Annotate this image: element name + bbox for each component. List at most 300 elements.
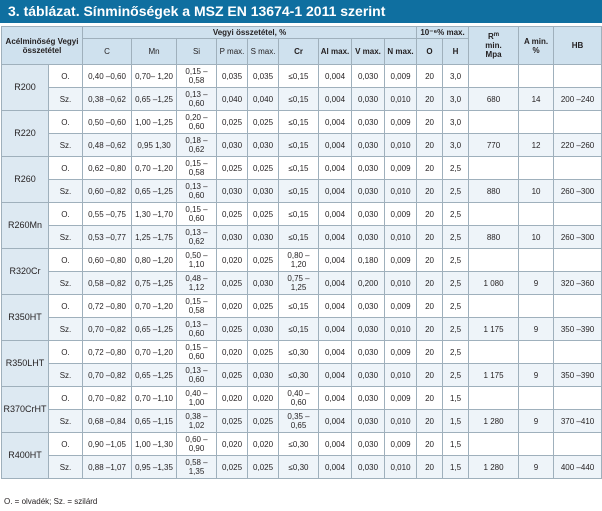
cell-h: 1,5 — [443, 387, 469, 410]
header-steel-grade: Acélminőség Vegyi összetétel — [2, 27, 83, 65]
cell-p: 0,020 — [217, 341, 248, 364]
cell-v: 0,030 — [352, 364, 385, 387]
steel-grade-cell: R320Cr — [2, 249, 49, 295]
cell-hb — [554, 203, 602, 226]
cell-al: 0,004 — [319, 295, 352, 318]
cell-rm — [469, 157, 519, 180]
cell-h: 2,5 — [443, 157, 469, 180]
cell-al: 0,004 — [319, 111, 352, 134]
cell-a — [519, 387, 554, 410]
cell-al: 0,004 — [319, 433, 352, 456]
state-cell: Sz. — [49, 318, 83, 341]
cell-si: 0,50 –1,10 — [177, 249, 217, 272]
cell-hb — [554, 295, 602, 318]
cell-v: 0,030 — [352, 295, 385, 318]
cell-cr: ≤0,15 — [279, 318, 319, 341]
cell-p: 0,025 — [217, 364, 248, 387]
cell-p: 0,020 — [217, 249, 248, 272]
cell-mn: 0,75 –1,25 — [132, 272, 177, 295]
cell-rm — [469, 341, 519, 364]
steel-grade-cell: R400HT — [2, 433, 49, 479]
cell-v: 0,200 — [352, 272, 385, 295]
cell-c: 0,40 –0,60 — [83, 65, 132, 88]
cell-s: 0,025 — [248, 341, 279, 364]
header-al: Al max. — [319, 39, 352, 65]
cell-a — [519, 433, 554, 456]
cell-si: 0,13 –0,62 — [177, 226, 217, 249]
cell-al: 0,004 — [319, 249, 352, 272]
cell-mn: 1,00 –1,30 — [132, 433, 177, 456]
cell-s: 0,035 — [248, 65, 279, 88]
cell-o: 20 — [417, 433, 443, 456]
table-row — [2, 111, 602, 134]
cell-v: 0,030 — [352, 226, 385, 249]
cell-h: 2,5 — [443, 341, 469, 364]
cell-a — [519, 341, 554, 364]
table-row — [2, 387, 602, 410]
cell-c: 0,70 –0,82 — [83, 387, 132, 410]
cell-n: 0,010 — [385, 226, 417, 249]
header-c: C — [83, 39, 132, 65]
table-row — [2, 157, 602, 180]
cell-o: 20 — [417, 341, 443, 364]
cell-o: 20 — [417, 295, 443, 318]
cell-c: 0,72 –0,80 — [83, 295, 132, 318]
cell-si: 0,15 –0,60 — [177, 341, 217, 364]
cell-si: 0,15 –0,58 — [177, 295, 217, 318]
cell-h: 2,5 — [443, 295, 469, 318]
cell-p: 0,030 — [217, 134, 248, 157]
cell-h: 1,5 — [443, 456, 469, 479]
cell-c: 0,53 –0,77 — [83, 226, 132, 249]
cell-n: 0,010 — [385, 180, 417, 203]
cell-mn: 0,95 1,30 — [132, 134, 177, 157]
table-row — [2, 88, 602, 111]
cell-al: 0,004 — [319, 65, 352, 88]
cell-s: 0,030 — [248, 134, 279, 157]
cell-s: 0,025 — [248, 249, 279, 272]
cell-cr: ≤0,15 — [279, 203, 319, 226]
cell-hb: 320 –360 — [554, 272, 602, 295]
cell-n: 0,009 — [385, 111, 417, 134]
cell-v: 0,030 — [352, 65, 385, 88]
cell-cr: ≤0,30 — [279, 364, 319, 387]
cell-o: 20 — [417, 65, 443, 88]
cell-a: 9 — [519, 272, 554, 295]
cell-hb: 350 –390 — [554, 318, 602, 341]
cell-v: 0,030 — [352, 157, 385, 180]
cell-cr: 0,80 –1,20 — [279, 249, 319, 272]
cell-p: 0,025 — [217, 456, 248, 479]
header-s: S max. — [248, 39, 279, 65]
cell-al: 0,004 — [319, 318, 352, 341]
table-body — [2, 65, 602, 479]
cell-h: 2,5 — [443, 180, 469, 203]
cell-mn: 0,70 –1,20 — [132, 295, 177, 318]
cell-mn: 0,65 –1,25 — [132, 180, 177, 203]
cell-cr: ≤0,30 — [279, 456, 319, 479]
table-row — [2, 456, 602, 479]
state-cell: O. — [49, 387, 83, 410]
cell-n: 0,009 — [385, 157, 417, 180]
cell-al: 0,004 — [319, 456, 352, 479]
cell-hb — [554, 157, 602, 180]
cell-hb: 260 –300 — [554, 226, 602, 249]
cell-al: 0,004 — [319, 387, 352, 410]
cell-cr: ≤0,15 — [279, 295, 319, 318]
cell-c: 0,60 –0,80 — [83, 249, 132, 272]
cell-h: 2,5 — [443, 249, 469, 272]
cell-p: 0,035 — [217, 65, 248, 88]
cell-s: 0,025 — [248, 456, 279, 479]
cell-cr: ≤0,15 — [279, 111, 319, 134]
cell-c: 0,55 –0,75 — [83, 203, 132, 226]
cell-n: 0,009 — [385, 387, 417, 410]
cell-s: 0,030 — [248, 272, 279, 295]
cell-p: 0,025 — [217, 410, 248, 433]
cell-a: 12 — [519, 134, 554, 157]
cell-s: 0,040 — [248, 88, 279, 111]
table-row — [2, 410, 602, 433]
cell-c: 0,38 –0,62 — [83, 88, 132, 111]
cell-hb: 200 –240 — [554, 88, 602, 111]
cell-rm: 680 — [469, 88, 519, 111]
cell-si: 0,38 –1,02 — [177, 410, 217, 433]
cell-a — [519, 203, 554, 226]
cell-o: 20 — [417, 456, 443, 479]
cell-rm: 770 — [469, 134, 519, 157]
cell-cr: ≤0,30 — [279, 433, 319, 456]
table-row — [2, 341, 602, 364]
cell-s: 0,030 — [248, 180, 279, 203]
cell-al: 0,004 — [319, 341, 352, 364]
state-cell: O. — [49, 157, 83, 180]
cell-rm — [469, 203, 519, 226]
steel-grade-cell: R350LHT — [2, 341, 49, 387]
cell-hb — [554, 433, 602, 456]
cell-h: 2,5 — [443, 272, 469, 295]
cell-s: 0,030 — [248, 318, 279, 341]
cell-al: 0,004 — [319, 134, 352, 157]
state-cell: Sz. — [49, 410, 83, 433]
cell-al: 0,004 — [319, 180, 352, 203]
cell-s: 0,025 — [248, 295, 279, 318]
cell-si: 0,13 –0,60 — [177, 364, 217, 387]
cell-mn: 0,65 –1,25 — [132, 88, 177, 111]
cell-c: 0,62 –0,80 — [83, 157, 132, 180]
cell-n: 0,010 — [385, 456, 417, 479]
cell-o: 20 — [417, 134, 443, 157]
cell-o: 20 — [417, 226, 443, 249]
cell-n: 0,009 — [385, 295, 417, 318]
cell-n: 0,010 — [385, 88, 417, 111]
cell-n: 0,009 — [385, 65, 417, 88]
cell-rm: 1 280 — [469, 410, 519, 433]
cell-si: 0,60 –0,90 — [177, 433, 217, 456]
cell-si: 0,13 –0,60 — [177, 318, 217, 341]
cell-n: 0,009 — [385, 249, 417, 272]
cell-o: 20 — [417, 318, 443, 341]
cell-cr: ≤0,15 — [279, 134, 319, 157]
cell-si: 0,58 –1,35 — [177, 456, 217, 479]
table-row — [2, 65, 602, 88]
cell-hb — [554, 341, 602, 364]
header-a: A min. % — [519, 27, 554, 65]
cell-o: 20 — [417, 88, 443, 111]
cell-v: 0,030 — [352, 180, 385, 203]
header-hb: HB — [554, 27, 602, 65]
cell-a: 9 — [519, 318, 554, 341]
state-cell: O. — [49, 433, 83, 456]
cell-al: 0,004 — [319, 410, 352, 433]
cell-al: 0,004 — [319, 157, 352, 180]
cell-n: 0,009 — [385, 341, 417, 364]
cell-mn: 0,65 –1,15 — [132, 410, 177, 433]
header-h-group: 10⁻⁶% max. — [417, 27, 469, 39]
cell-cr: ≤0,15 — [279, 65, 319, 88]
cell-h: 3,0 — [443, 134, 469, 157]
cell-c: 0,50 –0,60 — [83, 111, 132, 134]
cell-mn: 0,70 –1,20 — [132, 341, 177, 364]
cell-v: 0,180 — [352, 249, 385, 272]
cell-rm — [469, 111, 519, 134]
state-cell: O. — [49, 341, 83, 364]
cell-si: 0,18 –0,62 — [177, 134, 217, 157]
cell-hb — [554, 249, 602, 272]
cell-si: 0,13 –0,60 — [177, 88, 217, 111]
header-p: P max. — [217, 39, 248, 65]
state-cell: Sz. — [49, 88, 83, 111]
state-cell: Sz. — [49, 364, 83, 387]
state-cell: O. — [49, 295, 83, 318]
cell-al: 0,004 — [319, 364, 352, 387]
state-cell: Sz. — [49, 226, 83, 249]
cell-cr: 0,75 –1,25 — [279, 272, 319, 295]
cell-h: 1,5 — [443, 410, 469, 433]
cell-p: 0,020 — [217, 433, 248, 456]
cell-c: 0,72 –0,80 — [83, 341, 132, 364]
cell-hb: 350 –390 — [554, 364, 602, 387]
cell-a: 10 — [519, 180, 554, 203]
header-cr: Cr — [279, 39, 319, 65]
cell-cr: ≤0,15 — [279, 180, 319, 203]
cell-s: 0,020 — [248, 433, 279, 456]
table-row — [2, 272, 602, 295]
cell-v: 0,030 — [352, 410, 385, 433]
cell-c: 0,70 –0,82 — [83, 318, 132, 341]
cell-s: 0,030 — [248, 364, 279, 387]
cell-al: 0,004 — [319, 226, 352, 249]
cell-a — [519, 295, 554, 318]
cell-rm: 880 — [469, 226, 519, 249]
table-row — [2, 249, 602, 272]
cell-c: 0,58 –0,82 — [83, 272, 132, 295]
state-cell: Sz. — [49, 134, 83, 157]
cell-o: 20 — [417, 111, 443, 134]
steel-grade-cell: R260 — [2, 157, 49, 203]
table-row — [2, 134, 602, 157]
cell-al: 0,004 — [319, 272, 352, 295]
cell-si: 0,20 –0,60 — [177, 111, 217, 134]
steel-grade-cell: R350HT — [2, 295, 49, 341]
cell-hb — [554, 65, 602, 88]
cell-o: 20 — [417, 203, 443, 226]
cell-a: 9 — [519, 364, 554, 387]
cell-a: 10 — [519, 226, 554, 249]
cell-o: 20 — [417, 249, 443, 272]
cell-a: 9 — [519, 456, 554, 479]
cell-rm — [469, 387, 519, 410]
cell-mn: 1,30 –1,70 — [132, 203, 177, 226]
cell-p: 0,030 — [217, 226, 248, 249]
cell-c: 0,90 –1,05 — [83, 433, 132, 456]
cell-p: 0,030 — [217, 180, 248, 203]
cell-hb: 220 –260 — [554, 134, 602, 157]
cell-p: 0,025 — [217, 157, 248, 180]
cell-s: 0,025 — [248, 410, 279, 433]
table-row — [2, 226, 602, 249]
cell-rm — [469, 249, 519, 272]
cell-mn: 1,25 –1,75 — [132, 226, 177, 249]
cell-o: 20 — [417, 157, 443, 180]
cell-a: 9 — [519, 410, 554, 433]
header-v: V max. — [352, 39, 385, 65]
cell-o: 20 — [417, 272, 443, 295]
cell-cr: ≤0,15 — [279, 157, 319, 180]
cell-h: 2,5 — [443, 364, 469, 387]
cell-v: 0,030 — [352, 456, 385, 479]
cell-h: 3,0 — [443, 111, 469, 134]
cell-o: 20 — [417, 180, 443, 203]
cell-h: 2,5 — [443, 203, 469, 226]
state-cell: O. — [49, 65, 83, 88]
table-footnote: O. = olvadék; Sz. = szilárd — [4, 497, 98, 506]
cell-p: 0,020 — [217, 295, 248, 318]
cell-s: 0,030 — [248, 226, 279, 249]
cell-o: 20 — [417, 387, 443, 410]
cell-p: 0,040 — [217, 88, 248, 111]
cell-o: 20 — [417, 364, 443, 387]
cell-h: 3,0 — [443, 88, 469, 111]
table-row — [2, 364, 602, 387]
header-h: H — [443, 39, 469, 65]
cell-a — [519, 65, 554, 88]
cell-n: 0,010 — [385, 364, 417, 387]
cell-n: 0,009 — [385, 433, 417, 456]
cell-si: 0,15 –0,58 — [177, 157, 217, 180]
cell-al: 0,004 — [319, 203, 352, 226]
table-row — [2, 318, 602, 341]
state-cell: Sz. — [49, 456, 83, 479]
state-cell: Sz. — [49, 272, 83, 295]
cell-v: 0,030 — [352, 341, 385, 364]
cell-rm — [469, 65, 519, 88]
cell-p: 0,020 — [217, 387, 248, 410]
cell-n: 0,009 — [385, 203, 417, 226]
cell-n: 0,010 — [385, 318, 417, 341]
header-n: N max. — [385, 39, 417, 65]
cell-hb — [554, 111, 602, 134]
cell-s: 0,020 — [248, 387, 279, 410]
cell-c: 0,68 –0,84 — [83, 410, 132, 433]
cell-rm: 1 175 — [469, 318, 519, 341]
cell-n: 0,010 — [385, 134, 417, 157]
steel-grade-cell: R370CrHT — [2, 387, 49, 433]
cell-h: 2,5 — [443, 318, 469, 341]
cell-p: 0,025 — [217, 318, 248, 341]
cell-h: 1,5 — [443, 433, 469, 456]
cell-mn: 0,70– 1,20 — [132, 65, 177, 88]
cell-si: 0,15 –0,60 — [177, 203, 217, 226]
cell-si: 0,15 –0,58 — [177, 65, 217, 88]
cell-a — [519, 157, 554, 180]
cell-rm: 1 175 — [469, 364, 519, 387]
cell-c: 0,60 –0,82 — [83, 180, 132, 203]
cell-mn: 0,65 –1,25 — [132, 364, 177, 387]
cell-rm: 880 — [469, 180, 519, 203]
cell-s: 0,025 — [248, 111, 279, 134]
cell-mn: 0,65 –1,25 — [132, 318, 177, 341]
cell-al: 0,004 — [319, 88, 352, 111]
cell-mn: 0,80 –1,20 — [132, 249, 177, 272]
table-row — [2, 180, 602, 203]
cell-mn: 0,70 –1,10 — [132, 387, 177, 410]
cell-h: 2,5 — [443, 226, 469, 249]
cell-n: 0,010 — [385, 410, 417, 433]
steel-grade-cell: R260Mn — [2, 203, 49, 249]
table-row — [2, 295, 602, 318]
cell-rm — [469, 433, 519, 456]
cell-v: 0,030 — [352, 387, 385, 410]
cell-cr: 0,35 –0,65 — [279, 410, 319, 433]
cell-hb: 370 –410 — [554, 410, 602, 433]
header-rm: $R^m$ min. Mpa — [469, 27, 519, 65]
cell-s: 0,025 — [248, 203, 279, 226]
header-mn: Mn — [132, 39, 177, 65]
cell-hb: 400 –440 — [554, 456, 602, 479]
cell-v: 0,030 — [352, 88, 385, 111]
cell-si: 0,40 –1,00 — [177, 387, 217, 410]
cell-cr: ≤0,30 — [279, 341, 319, 364]
cell-hb — [554, 387, 602, 410]
state-cell: Sz. — [49, 180, 83, 203]
header-chem-group: Vegyi összetétel, % — [83, 27, 417, 39]
header-si: Si — [177, 39, 217, 65]
state-cell: O. — [49, 203, 83, 226]
cell-si: 0,13 –0,60 — [177, 180, 217, 203]
cell-h: 3,0 — [443, 65, 469, 88]
cell-c: 0,70 –0,82 — [83, 364, 132, 387]
cell-c: 0,88 –1,07 — [83, 456, 132, 479]
header-o: O — [417, 39, 443, 65]
table-row — [2, 203, 602, 226]
cell-n: 0,010 — [385, 272, 417, 295]
cell-v: 0,030 — [352, 318, 385, 341]
cell-p: 0,025 — [217, 111, 248, 134]
cell-cr: 0,40 –0,60 — [279, 387, 319, 410]
cell-v: 0,030 — [352, 433, 385, 456]
cell-cr: ≤0,15 — [279, 226, 319, 249]
cell-o: 20 — [417, 410, 443, 433]
cell-p: 0,025 — [217, 272, 248, 295]
rail-grades-table — [1, 26, 602, 479]
cell-s: 0,025 — [248, 157, 279, 180]
cell-v: 0,030 — [352, 203, 385, 226]
cell-mn: 0,95 –1,35 — [132, 456, 177, 479]
steel-grade-cell: R220 — [2, 111, 49, 157]
cell-c: 0,48 –0,62 — [83, 134, 132, 157]
cell-si: 0,48 –1,12 — [177, 272, 217, 295]
